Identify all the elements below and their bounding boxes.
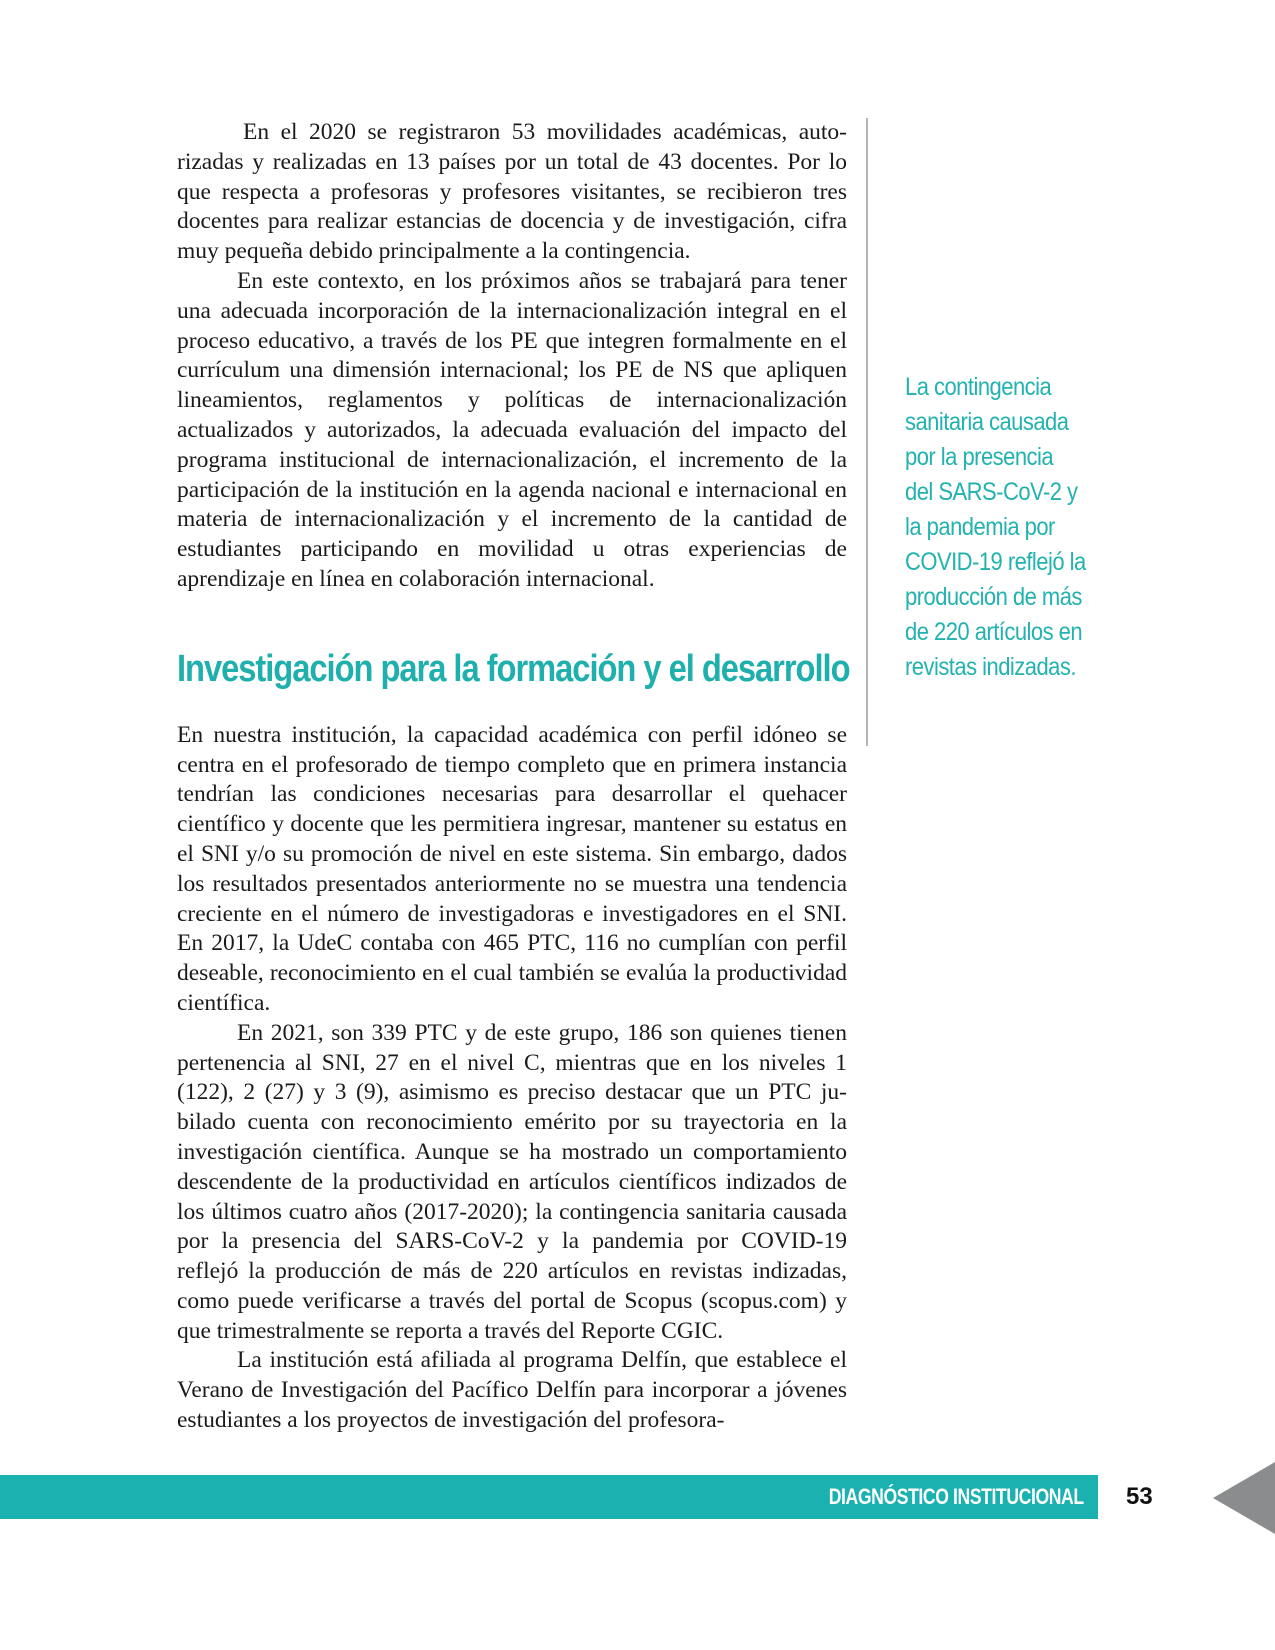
pull-quote [905, 370, 1105, 685]
paragraph-internationalization: En este contexto, en los próximos años se trabajará para tener una adecuada incorporación de la internacionalización integral en el proceso educativo, a través de los PE que integren formalmente en el currículum una dimensión internacional; los PE de NS que apliquen lineamientos, reglamentos y políticas de internacionalización actualizados y autorizados, la adecuada evaluación del impacto del programa institucional de internacionalización, el incremento de la participación de la institución en la agenda nacional e internacional en materia de internacionalización y el incremento de la cantidad de estudiantes participando en movilidad u otras experiencias de aprendizaje en línea en colaboración internacional. [177, 267, 847, 592]
pull-quote-line: La contingencia [905, 373, 1052, 401]
paragraph-sni-2021: En 2021, son 339 PTC y de este grupo, 186 son quienes tienen pertenencia al SNI, 27 en el nivel C, mientras que en los niveles 1 (122), 2 (27) y 3 (9), asimismo es preciso destacar que un PTC jubilado cuenta con reconocimiento emérito por su trayectoria en la investigación científica. Aunque se ha mostrado un comportamiento descendente de la productividad en artículos científicos indizados de los últimos cuatro años (2017-2020); la contingencia sanitaria causada por la presencia del SARS-CoV-2 y la pandemia por COVID-19 reflejó la producción de más de 220 artículos en revistas indizadas, como puede verificarse a través del portal de Scopus (scopus.com) y que trimestralmente se reporta a través del Reporte CGIC. [177, 1019, 847, 1344]
pull-quote-line: la pandemia por [905, 513, 1055, 541]
paragraph-delfin-program: La institución está afiliada al programa Delfín, que establece el Verano de Investigación del Pacífico Delfín para incorporar a jóvenes estudiantes a los proyectos de investigación del profesora- [177, 1347, 847, 1434]
pull-quote-line: COVID-19 reflejó la [905, 548, 1086, 576]
pull-quote-line: sanitaria causada [905, 408, 1069, 436]
footer-band [0, 1475, 1098, 1519]
pull-quote-line: del SARS-CoV-2 y [905, 478, 1078, 506]
paragraph-academic-capacity: En nuestra institución, la capacidad académica con perfil idóneo se centra en el profesorado de tiempo completo que en primera instancia tendrían las condiciones necesarias para desarrollar el quehacer científico y docente que les permitiera ingresar, mantener su estatus en el SNI y/o su promoción de nivel en este sistema. Sin embargo, dados los resultados presentados anteriormente no se muestra una tendencia creciente en el número de investigadoras e investigadores en el SNI. En 2017, la UdeC contaba con 465 PTC, 116 no cumplían con perfil deseable, reconocimiento en el cual también se evalúa la productividad científica. [177, 721, 847, 1016]
triangle-arrow-icon [1213, 1462, 1275, 1534]
pull-quote-line: de 220 artículos en [905, 618, 1083, 646]
main-text-column [177, 118, 850, 1436]
pull-quote-line: producción de más [905, 583, 1082, 611]
footer-section-label: DIAGNÓSTICO INSTITUCIONAL [829, 1484, 1084, 1509]
page-number: 53 [1126, 1483, 1153, 1510]
pull-quote-line: revistas indizadas. [905, 653, 1076, 681]
paragraph-mobility: En el 2020 se registraron 53 movilidades académicas, autorizadas y realizadas en 13 países por un total de 43 docentes. Por lo que respecta a profesoras y profesores visitantes, se recibieron tres docentes para realizar estancias de docencia y de investigación, cifra muy pequeña debido principalmente a la contingencia. [177, 119, 847, 265]
section-heading: Investigación para la formación y el desarrollo [177, 647, 850, 690]
column-divider [866, 118, 868, 746]
pull-quote-line: por la presencia [905, 443, 1054, 471]
